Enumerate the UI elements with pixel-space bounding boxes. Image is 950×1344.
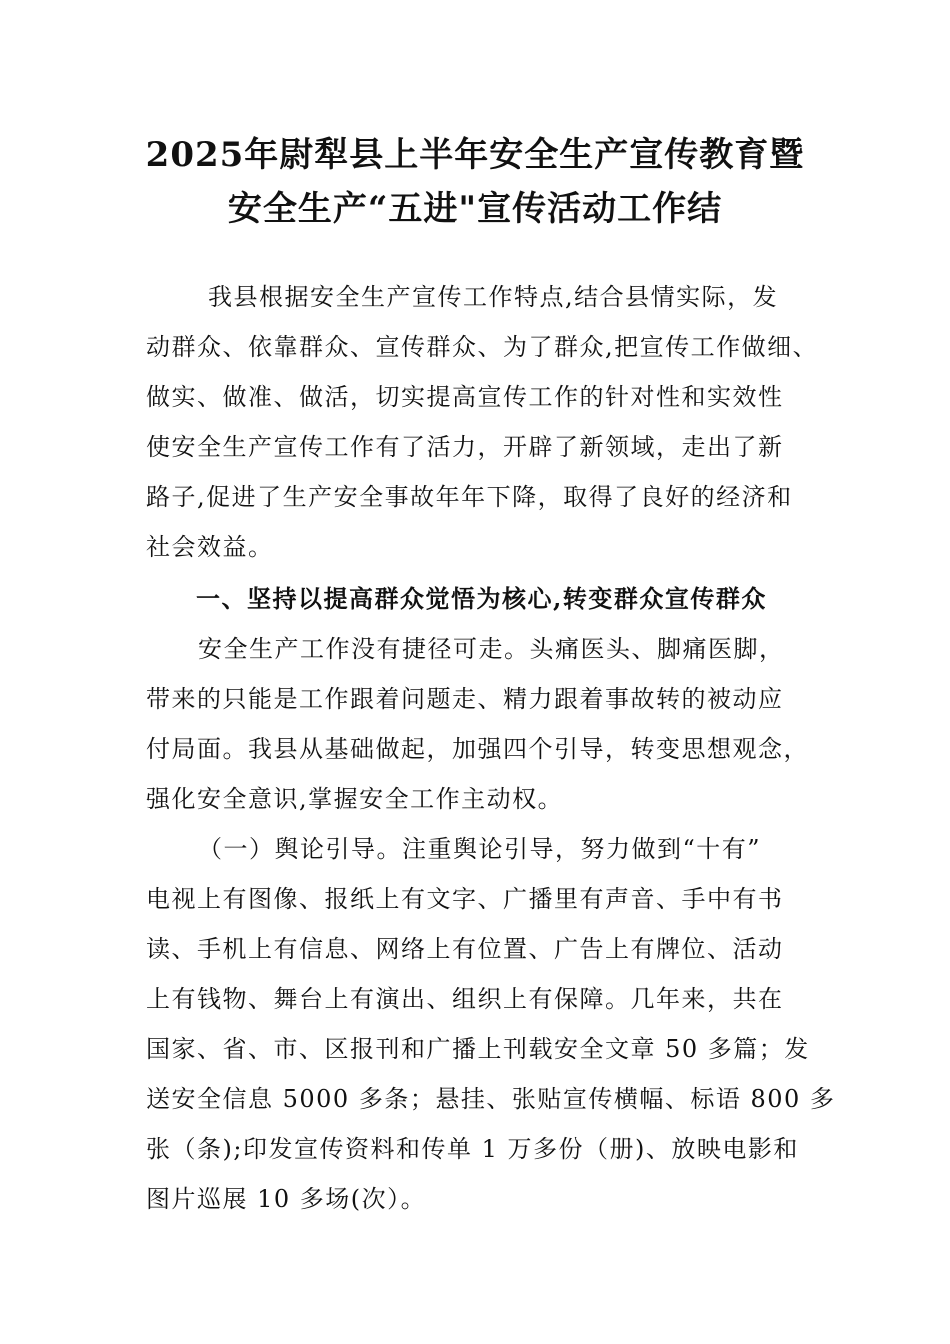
title-line-1: 2025年尉犁县上半年安全生产宣传教育暨 — [145, 135, 805, 175]
paragraph-line: 电视上有图像、报纸上有文字、广播里有声音、手中有书 — [146, 885, 784, 913]
paragraph-line: 图片巡展 10 多场(次）。 — [146, 1185, 427, 1213]
paragraph-line: 送安全信息 5000 多条；悬挂、张贴宣传横幅、标语 800 多 — [146, 1085, 836, 1113]
paragraph-line: 做实、做准、做活，切实提高宣传工作的针对性和实效性 — [146, 383, 784, 411]
paragraph-line: 强化安全意识,掌握安全工作主动权。 — [146, 785, 564, 813]
title-line-2: 安全生产“五进"宣传活动工作结 — [227, 189, 723, 229]
paragraph-line: 国家、省、市、区报刊和广播上刊载安全文章 50 多篇；发 — [146, 1035, 810, 1063]
paragraph-line: 我县根据安全生产宣传工作特点,结合县情实际，发 — [208, 283, 779, 311]
paragraph-line: 张（条);印发宣传资料和传单 1 万多份（册)、放映电影和 — [146, 1135, 799, 1163]
paragraph-line: 安全生产工作没有捷径可走。头痛医头、脚痛医脚， — [198, 635, 785, 663]
paragraph-line: 动群众、依靠群众、宣传群众、为了群众,把宣传工作做细、 — [146, 333, 819, 361]
paragraph-line: 带来的只能是工作跟着问题走、精力跟着事故转的被动应 — [146, 685, 784, 713]
paragraph-line: 社会效益。 — [146, 533, 274, 561]
paragraph-line: 路子,促进了生产安全事故年年下降，取得了良好的经济和 — [146, 483, 793, 511]
paragraph-line: 读、手机上有信息、网络上有位置、广告上有牌位、活动 — [146, 935, 784, 963]
document-title — [100, 128, 850, 236]
paragraph-line: 使安全生产宣传工作有了活力，开辟了新领域，走出了新 — [146, 433, 784, 461]
paragraph-line: 上有钱物、舞台上有演出、组织上有保障。几年来，共在 — [146, 985, 784, 1013]
paragraph-line: （一）舆论引导。注重舆论引导，努力做到“十有” — [198, 835, 762, 863]
section-heading: 一、坚持以提高群众觉悟为核心,转变群众宣传群众 — [196, 584, 767, 613]
paragraph-line: 付局面。我县从基础做起，加强四个引导，转变思想观念， — [146, 735, 809, 763]
